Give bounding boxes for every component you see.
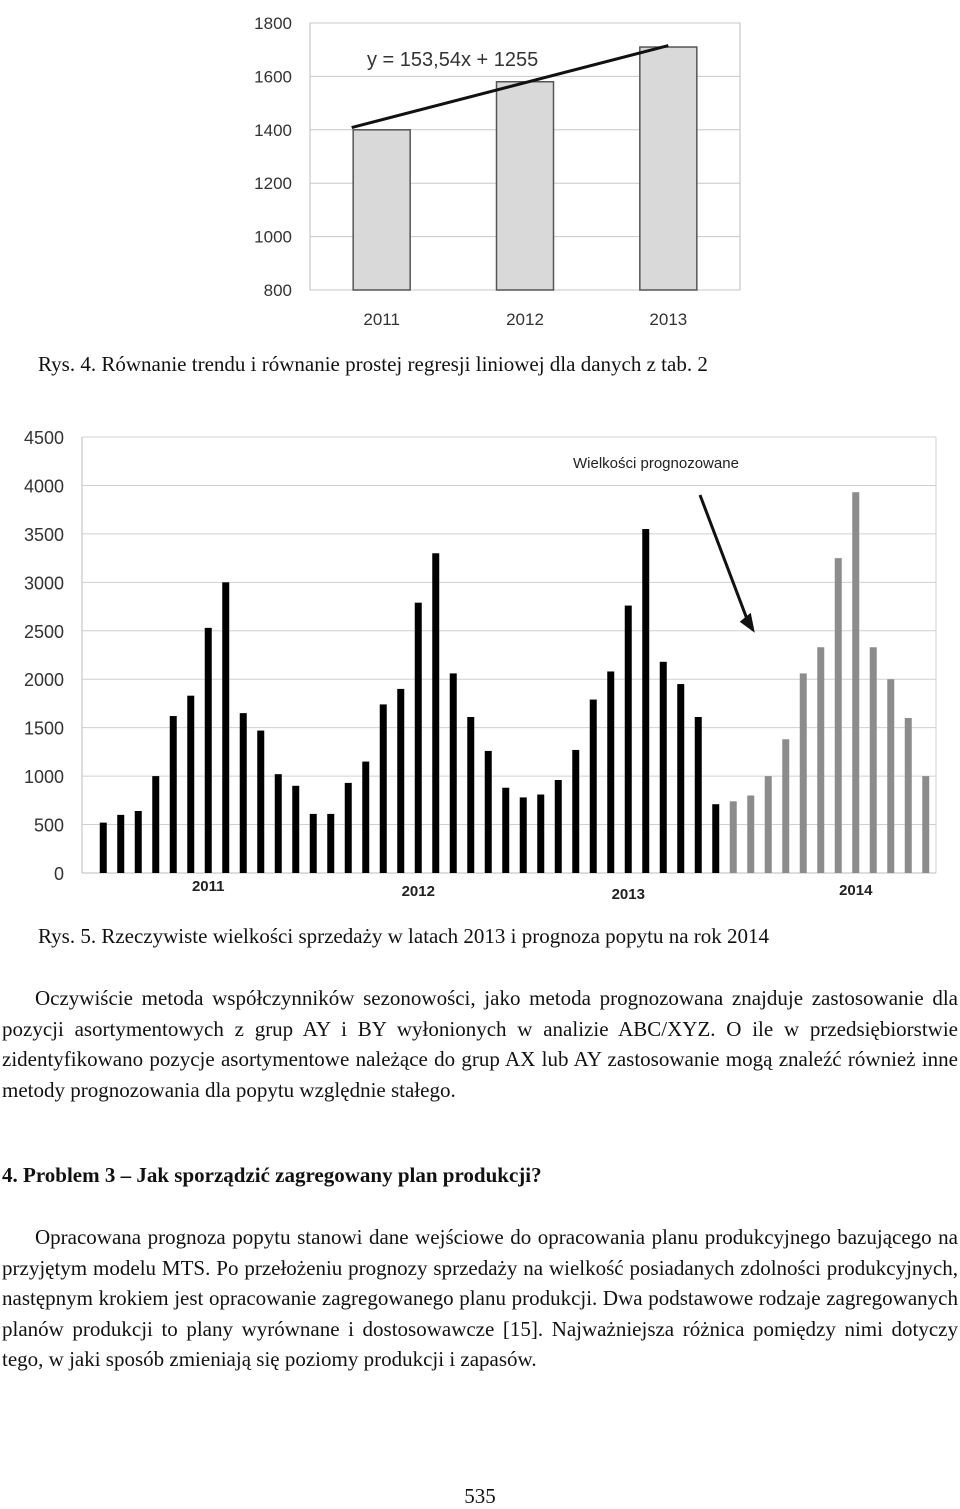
bar: [572, 750, 579, 873]
y-tick-label: 1500: [23, 718, 64, 739]
annotation-arrow-head: [740, 613, 755, 633]
body-paragraph-2: [2, 1222, 958, 1375]
bar: [275, 774, 282, 873]
bar: [152, 776, 159, 873]
bar: [257, 731, 264, 873]
bar: [852, 492, 859, 873]
bar: [905, 718, 912, 873]
y-tick-label: 4000: [23, 476, 64, 497]
y-tick-label: 2500: [23, 621, 64, 642]
y-tick-label: 1000: [254, 227, 292, 247]
section-heading: 4. Problem 3 – Jak sporządzić zagregowany plan produkcji?: [2, 1163, 542, 1187]
bar: [205, 628, 212, 873]
bar: [345, 783, 352, 873]
bar: [450, 673, 457, 873]
bar: [117, 815, 124, 873]
bar: [835, 558, 842, 873]
bar: [502, 788, 509, 873]
bar: [432, 553, 439, 873]
figure-4-caption: Rys. 4. Równanie trendu i równanie prostej regresji liniowej dla danych z tab. 2: [38, 352, 708, 376]
bar: [397, 689, 404, 873]
trend-chart: [230, 8, 750, 338]
x-tick-label: 2011: [363, 310, 400, 329]
bar: [590, 700, 597, 873]
y-tick-label: 500: [33, 815, 64, 836]
bar: [800, 673, 807, 873]
bar: [677, 684, 684, 873]
bar: [747, 795, 754, 873]
bar: [327, 814, 334, 873]
bar: [607, 671, 614, 873]
y-tick-label: 4500: [23, 428, 64, 448]
y-tick-label: 1400: [254, 120, 292, 140]
bar: [467, 717, 474, 873]
bar: [695, 717, 702, 873]
bar: [730, 801, 737, 873]
bar: [887, 679, 894, 873]
page-number: 535: [464, 1484, 496, 1508]
bar: [485, 751, 492, 873]
y-tick-label: 3500: [23, 524, 64, 545]
y-tick-label: 1200: [254, 174, 292, 194]
y-tick-label: 1000: [23, 767, 64, 788]
bar: [310, 814, 317, 873]
bar: [380, 704, 387, 873]
bar: [642, 529, 649, 873]
bar: [135, 811, 142, 873]
year-label: 2014: [839, 882, 873, 899]
bar: [353, 130, 410, 290]
y-tick-label: 0: [53, 864, 64, 884]
bar: [415, 603, 422, 873]
year-label: 2011: [191, 878, 225, 895]
bar: [625, 606, 632, 873]
body-paragraph-1: [2, 983, 958, 1105]
y-tick-label: 800: [263, 281, 292, 300]
y-tick-label: 2000: [23, 670, 64, 691]
bar: [640, 47, 697, 290]
bar: [222, 582, 229, 873]
bar: [187, 696, 194, 873]
bar: [922, 776, 929, 873]
forecast-annotation: Wielkości prognozowane: [573, 455, 739, 472]
x-tick-label: 2013: [649, 310, 688, 329]
annotation-arrow-line: [700, 495, 749, 624]
year-label: 2012: [401, 883, 435, 900]
bar: [765, 776, 772, 873]
bar: [100, 823, 107, 873]
bar: [660, 662, 667, 873]
bar: [782, 739, 789, 873]
bar: [555, 780, 562, 873]
y-tick-label: 1600: [254, 67, 292, 87]
bar: [362, 762, 369, 873]
bar: [870, 647, 877, 873]
paragraph-text: Oczywiście metoda współczynników sezonowości, jako metoda prognozowana znajduje zastosowanie dla pozycji asortymentowych z grup AY i BY wyłonionych w analizie ABC/XYZ. O ile w przedsiębiorstwie zidentyfikowano pozycje asortymentowe należące do grup AX lub AY zastosowanie mogą znaleźć również inne metody prognozowania dla popytu względnie stałego.: [2, 986, 958, 1102]
x-tick-label: 2012: [506, 310, 544, 329]
bar: [520, 797, 527, 873]
bar: [497, 82, 554, 290]
bar: [712, 804, 719, 873]
bar: [292, 786, 299, 873]
paragraph-text: Opracowana prognoza popytu stanowi dane wejściowe do opracowania planu produkcyjnego bazującego na przyjętym modelu MTS. Po przełożeniu prognozy sprzedaży na wielkość posiadanych zdolności produkcyjnych, następnym krokiem jest opracowanie zagregowanego planu produkcji. Dwa podstawowe rodzaje zagregowanych planów produkcji to plany wyrównane i dostosowawcze [15]. Najważniejsza różnica pomiędzy nimi dotyczy tego, w jaki sposób zmieniają się poziomy produkcji i zapasów.: [2, 1225, 958, 1371]
bar: [817, 647, 824, 873]
bar: [537, 795, 544, 873]
year-label: 2013: [611, 886, 645, 903]
trend-equation: y = 153,54x + 1255: [367, 49, 539, 71]
sales-forecast-chart: [10, 425, 950, 905]
bar: [240, 713, 247, 873]
figure-5-caption: Rys. 5. Rzeczywiste wielkości sprzedaży w latach 2013 i prognoza popytu na rok 2014: [38, 924, 770, 948]
bar: [170, 716, 177, 873]
y-tick-label: 3000: [23, 573, 64, 594]
y-tick-label: 1800: [254, 14, 292, 33]
